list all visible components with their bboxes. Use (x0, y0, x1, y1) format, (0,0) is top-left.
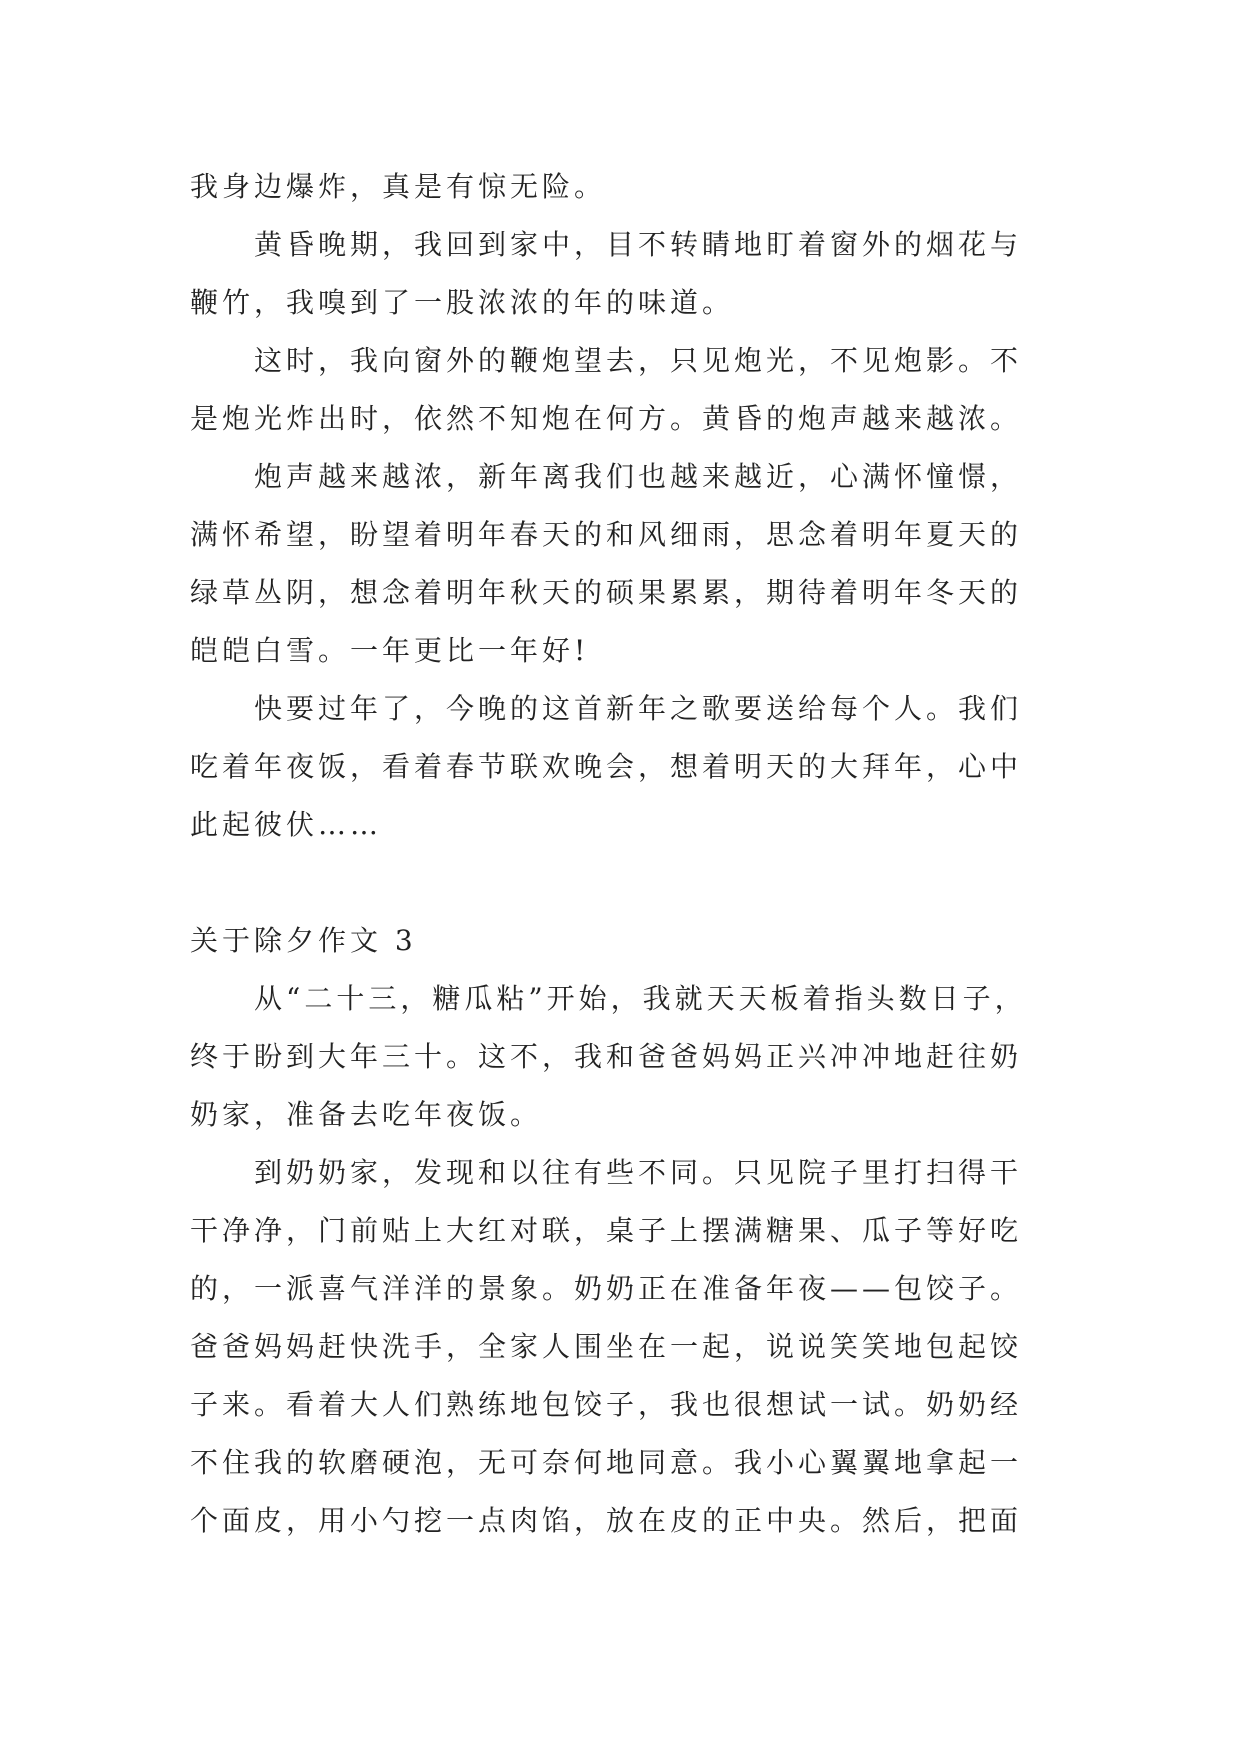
text-line: 此起彼伏…… (190, 808, 383, 841)
paragraph (190, 158, 1058, 216)
text-line: 终于盼到大年三十。这不，我和爸爸妈妈正兴冲冲地赶往奶 (190, 1040, 1023, 1073)
text-line: 干净净，门前贴上大红对联，桌子上摆满糖果、瓜子等好吃 (190, 1214, 1023, 1247)
text-line: 不住我的软磨硬泡，无可奈何地同意。我小心翼翼地拿起一 (190, 1446, 1023, 1479)
text-line: 鞭竹，我嗅到了一股浓浓的年的味道。 (190, 286, 735, 319)
text-line: 的，一派喜气洋洋的景象。奶奶正在准备年夜——包饺子。 (190, 1272, 1023, 1305)
text-line: 子来。看着大人们熟练地包饺子，我也很想试一试。奶奶经 (190, 1388, 1023, 1421)
text-line: 快要过年了，今晚的这首新年之歌要送给每个人。我们 (254, 692, 1023, 725)
text-line: 绿草丛阴，想念着明年秋天的硕果累累，期待着明年冬天的 (190, 576, 1023, 609)
paragraph (190, 216, 1058, 332)
section-spacer (190, 854, 1058, 912)
paragraph (190, 970, 1058, 1144)
text-line: 奶家，准备去吃年夜饭。 (190, 1098, 543, 1131)
paragraph (190, 1144, 1058, 1550)
text-line: 爸爸妈妈赶快洗手，全家人围坐在一起，说说笑笑地包起饺 (190, 1330, 1023, 1363)
text-line: 这时，我向窗外的鞭炮望去，只见炮光，不见炮影。不 (254, 344, 1023, 377)
paragraph (190, 680, 1058, 854)
paragraph (190, 332, 1058, 448)
section-title: 关于除夕作文 3 (190, 924, 417, 957)
text-line: 黄昏晚期，我回到家中，目不转睛地盯着窗外的烟花与 (254, 228, 1023, 261)
text-line: 从“二十三，糖瓜粘”开始，我就天天板着指头数日子， (254, 982, 1027, 1015)
text-line: 我身边爆炸，真是有惊无险。 (190, 170, 607, 203)
text-line: 满怀希望，盼望着明年春天的和风细雨，思念着明年夏天的 (190, 518, 1023, 551)
text-line: 炮声越来越浓，新年离我们也越来越近，心满怀憧憬， (254, 460, 1023, 493)
text-line: 皑皑白雪。一年更比一年好! (190, 634, 590, 667)
document-body (190, 158, 1058, 1550)
text-line: 吃着年夜饭，看着春节联欢晚会，想着明天的大拜年，心中 (190, 750, 1023, 783)
text-line: 到奶奶家，发现和以往有些不同。只见院子里打扫得干 (254, 1156, 1023, 1189)
text-line: 是炮光炸出时，依然不知炮在何方。黄昏的炮声越来越浓。 (190, 402, 1023, 435)
text-line: 个面皮，用小勺挖一点肉馅，放在皮的正中央。然后，把面 (190, 1504, 1023, 1537)
paragraph (190, 448, 1058, 680)
